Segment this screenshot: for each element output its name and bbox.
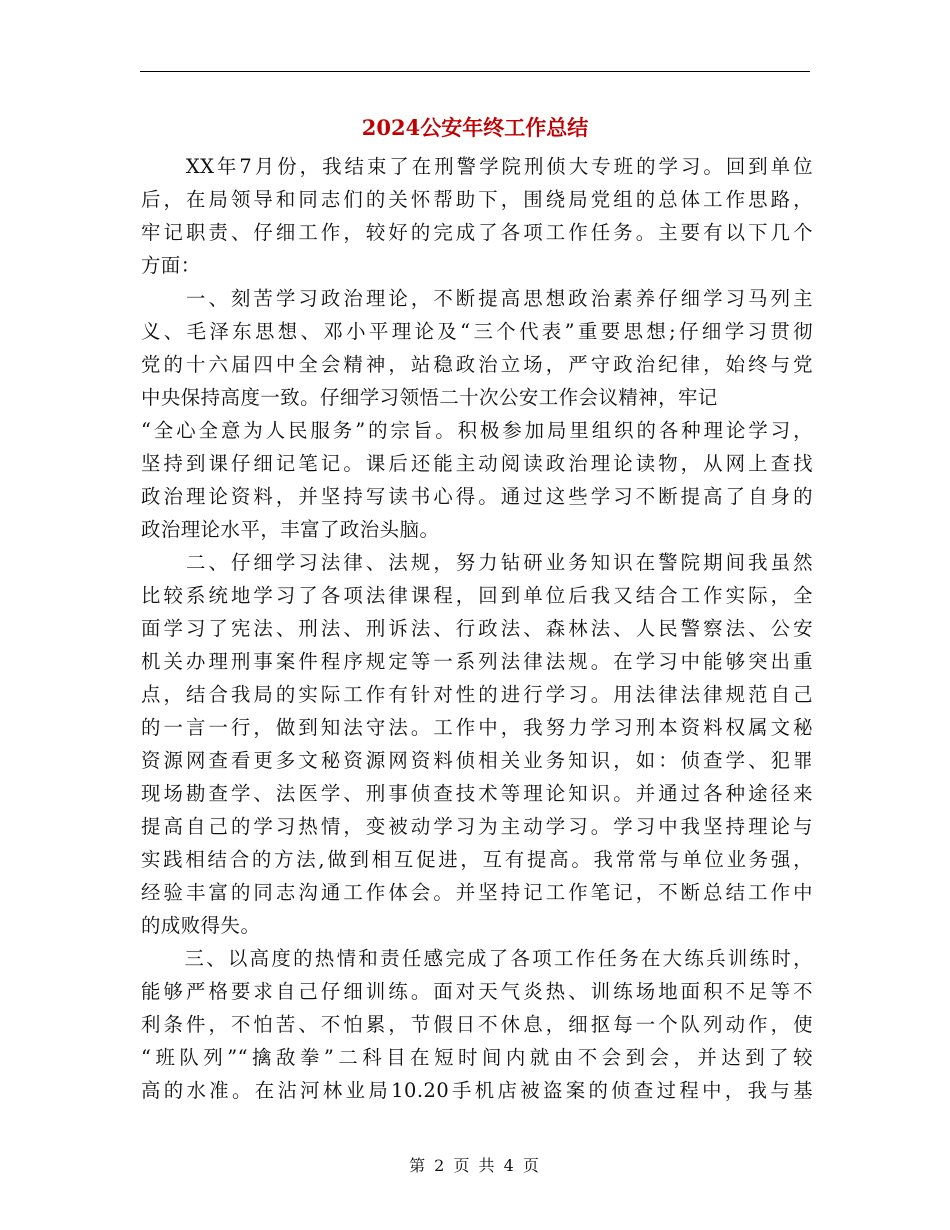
text-line: 现场勘查学、法医学、刑事侦查技术等理论知识。并通过各种途径来 (141, 782, 813, 805)
text-line: 利条件，不怕苦、不怕累，节假日不休息，细抠每一个队列动作，使 (141, 1013, 813, 1036)
text-line: 比较系统地学习了各项法律课程，回到单位后我又结合工作实际，全 (141, 584, 813, 607)
text-line: 后，在局领导和同志们的关怀帮助下，围绕局党组的总体工作思路， (141, 188, 813, 211)
header-rule (140, 71, 810, 72)
text-line: 的一言一行，做到知法守法。工作中，我努力学习刑本资料权属文秘 (141, 716, 813, 739)
text-line: XX年7月份，我结束了在刑警学院刑侦大专班的学习。回到单位 (141, 155, 813, 178)
text-line: “班队列”“擒敌拳”二科目在短时间内就由不会到会，并达到了较 (141, 1046, 813, 1069)
text-line: 面学习了宪法、刑法、刑诉法、行政法、森林法、人民警察法、公安 (141, 617, 813, 640)
text-line: 政治理论水平，丰富了政治头脑。 (141, 518, 440, 541)
page-footer: 第 2 页 共 4 页 (409, 1156, 541, 1175)
text-line: 牢记职责、仔细工作，较好的完成了各项工作任务。主要有以下几个 (141, 221, 813, 244)
document-title: 2024公安年终工作总结 (361, 115, 589, 140)
text-line: 一、刻苦学习政治理论，不断提高思想政治素养仔细学习马列主 (141, 287, 813, 310)
text-line: 的成败得失。 (141, 914, 261, 937)
text-line: 资源网查看更多文秘资源网资料侦相关业务知识，如：侦查学、犯罪 (141, 749, 813, 772)
text-line: 二、仔细学习法律、法规，努力钻研业务知识在警院期间我虽然 (141, 551, 813, 574)
text-line: 实践相结合的方法,做到相互促进，互有提高。我常常与单位业务强， (141, 848, 813, 871)
document-body (141, 150, 813, 1107)
text-line: 能够严格要求自己仔细训练。面对天气炎热、训练场地面积不足等不 (141, 980, 813, 1003)
text-line: 经验丰富的同志沟通工作体会。并坚持记工作笔记，不断总结工作中 (141, 881, 813, 904)
text-line: 高的水准。在沾河林业局10.20手机店被盗案的侦查过程中，我与基 (141, 1079, 813, 1102)
text-line: 党的十六届四中全会精神，站稳政治立场，严守政治纪律，始终与党 (141, 353, 813, 376)
text-line: 提高自己的学习热情，变被动学习为主动学习。学习中我坚持理论与 (141, 815, 813, 838)
text-line: 政治理论资料，并坚持写读书心得。通过这些学习不断提高了自身的 (141, 485, 813, 508)
text-line: 方面： (141, 254, 201, 277)
text-line: 中央保持高度一致。仔细学习领悟二十次公安工作会议精神，牢记 (141, 386, 718, 409)
text-line: “全心全意为人民服务”的宗旨。积极参加局里组织的各种理论学习， (141, 419, 813, 442)
text-line: 机关办理刑事案件程序规定等一系列法律法规。在学习中能够突出重 (141, 650, 813, 673)
text-line: 坚持到课仔细记笔记。课后还能主动阅读政治理论读物，从网上查找 (141, 452, 813, 475)
text-line: 义、毛泽东思想、邓小平理论及“三个代表”重要思想;仔细学习贯彻 (141, 320, 813, 343)
text-line: 点，结合我局的实际工作有针对性的进行学习。用法律法律规范自己 (141, 683, 813, 706)
text-line: 三、以高度的热情和责任感完成了各项工作任务在大练兵训练时， (141, 947, 813, 970)
